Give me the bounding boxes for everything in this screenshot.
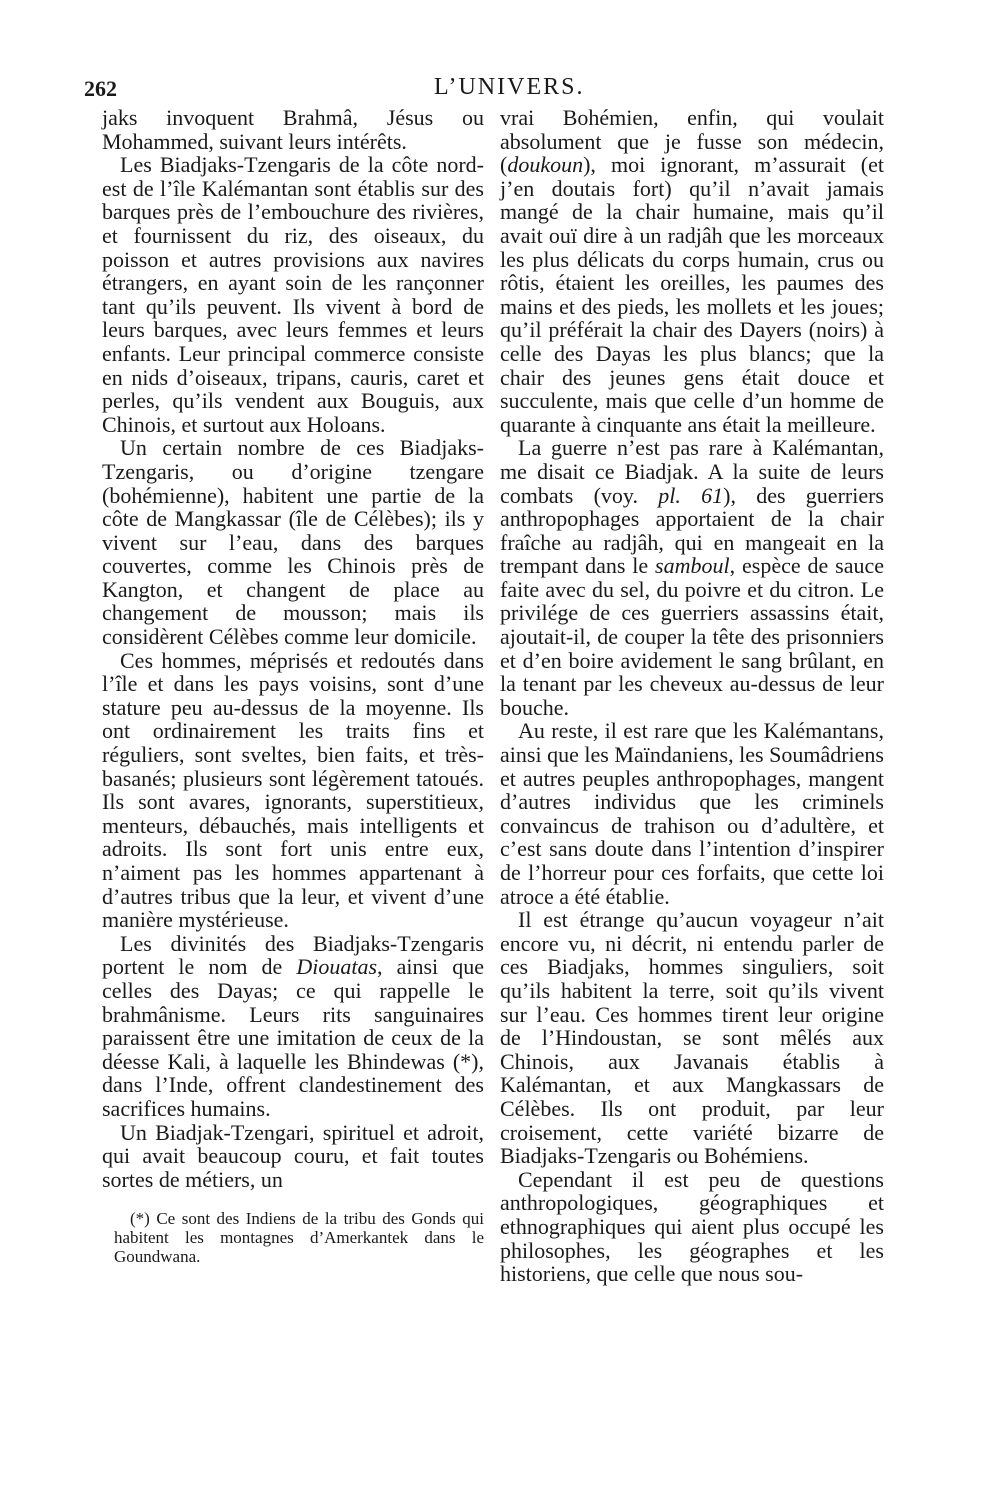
paragraph <box>500 436 884 719</box>
footnote-text: (*) Ce sont des Indiens de la tribu des Gonds qui habitent les montagnes d’Amerkantek dans le Goundwana. <box>114 1209 484 1267</box>
text-run: La guerre n’est pas rare à Kalémantan, me disait ce Biadjak. A la suite de leurs combats (voy. <box>500 435 884 508</box>
text-run: ), moi ignorant, m’assurait (et j’en doutais fort) qu’il n’avait jamais mangé de la chair humaine, mais qu’il avait ouï dire à un radjâh que les morceaux les plus délicats du corps humain, crus ou rôtis, étaient les oreilles, les paumes des mains et des pieds, les mollets et les joues; qu’il préférait la chair des Dayers (noirs) à celle des Dayas les plus blancs; que la chair des jeunes gens était douce et succulente, mais que celle d’un homme de quarante à cinquante ans était la meilleure. <box>500 152 884 437</box>
italic-term: samboul <box>655 553 730 579</box>
footnote <box>102 1209 484 1266</box>
right-column <box>500 106 884 1286</box>
paragraph: jaks invoquent Brahmâ, Jésus ou Mohammed, suivant leurs intérêts. <box>102 105 484 154</box>
text-run: vrai Bohémien, enfin, qui voulait absolument que je fusse son médecin, ( <box>500 105 884 178</box>
italic-term: Diouatas <box>296 954 378 980</box>
paragraph: Un certain nombre de ces Biadjaks-Tzengaris, ou d’origine tzengare (bohémienne), habitent une partie de la côte de Mangkassar (île de Célèbes); ils y vivent sur l’eau, dans des barques couvertes, comme les Chinois près de Kangton, et changent de place au changement de mousson; mais ils considèrent Célèbes comme leur domicile. <box>102 435 484 650</box>
text-run: ), des guerriers anthropophages apportaient de la chair fraîche au radjâh, qui en mangeait en la trempant dans le <box>500 482 884 579</box>
plate-reference: pl. 61 <box>658 482 724 508</box>
paragraph: Un Biadjak-Tzengari, spirituel et adroit, qui avait beaucoup couru, et fait toutes sortes de métiers, un <box>102 1119 484 1192</box>
italic-term: doukoun <box>507 152 584 178</box>
text-run: Les divinités des Biadjaks-Tzengaris portent le nom de <box>102 930 484 980</box>
paragraph: Ces hommes, méprisés et redoutés dans l’île et dans les pays voisins, sont d’une stature peu au-dessus de la moyenne. Ils ont ordinairement les traits fins et réguliers, sont sveltes, bien faits, et très-basanés; plusieurs sont légèrement tatoués. Ils sont avares, ignorants, superstitieux, menteurs, débauchés, mais intelligents et adroits. Ils sont fort unis entre eux, n’aiment pas les hommes appartenant à d’autres tribus que la leur, et vivent d’une manière mystérieuse. <box>102 647 484 933</box>
paragraph: Il est étrange qu’aucun voyageur n’ait encore vu, ni décrit, ni entendu parler de ces Biadjaks, hommes singuliers, soit qu’ils habitent la terre, soit qu’ils vivent sur l’eau. Ces hommes tirent leur origine de l’Hindoustan, se sont mêlés aux Chinois, aux Javanais établis à Kalémantan, et aux Mangkassars de Célèbes. Ils ont produit, par leur croisement, cette variété bizarre de Biadjaks-Tzengaris ou Bohémiens. <box>500 907 884 1169</box>
running-title: L’UNIVERS. <box>434 74 585 100</box>
left-column <box>102 106 484 1266</box>
paragraph: Les Biadjaks-Tzengaris de la côte nord-est de l’île Kalémantan sont établis sur des barques près de l’embouchure des rivières, et fournissent du riz, des oiseaux, du poisson et autres provisions aux navires étrangers, en ayant soin de les rançonner tant qu’ils peuvent. Ils vivent à bord de leurs barques, avec leurs femmes et leurs enfants. Leur principal commerce consiste en nids d’oiseaux, tripans, cauris, caret et perles, qu’ils vendent aux Bouguis, aux Chinois, et surtout aux Holoans. <box>102 152 484 437</box>
page-header <box>84 72 919 104</box>
paragraph <box>102 932 484 1121</box>
page-number: 262 <box>84 76 117 101</box>
text-run: , ainsi que celles des Dayas; ce qui rappelle le brahmânisme. Leurs rits sanguinaires paraissent être une imitation de ceux de la déesse Kali, à laquelle les Bhindewas (*), dans l’Inde, offrent clandestinement des sacrifices humains. <box>102 954 484 1121</box>
paragraph: Cependant il est peu de questions anthropologiques, géographiques et ethnographiques qui aient plus occupé les philosophes, les géographes et les historiens, que celle que nous sou- <box>500 1166 884 1287</box>
text-run: , espèce de sauce faite avec du sel, du poivre et du citron. Le privilége de ces guerriers assassins était, ajoutait-il, de couper la tête des prisonniers et d’en boire avidement le sang brûlant, en la tenant par les cheveux au-dessus de leur bouche. <box>500 553 884 720</box>
paragraph: Au reste, il est rare que les Kalémantans, ainsi que les Maïndaniens, les Soumâdriens et autres peuples anthropophages, mangent d’autres individus que les criminels convaincus de trahison ou d’adultère, et c’est sans doute dans l’intention d’inspirer de l’horreur pour ces forfaits, que cette loi atroce a été établie. <box>500 718 884 909</box>
paragraph <box>500 106 884 436</box>
